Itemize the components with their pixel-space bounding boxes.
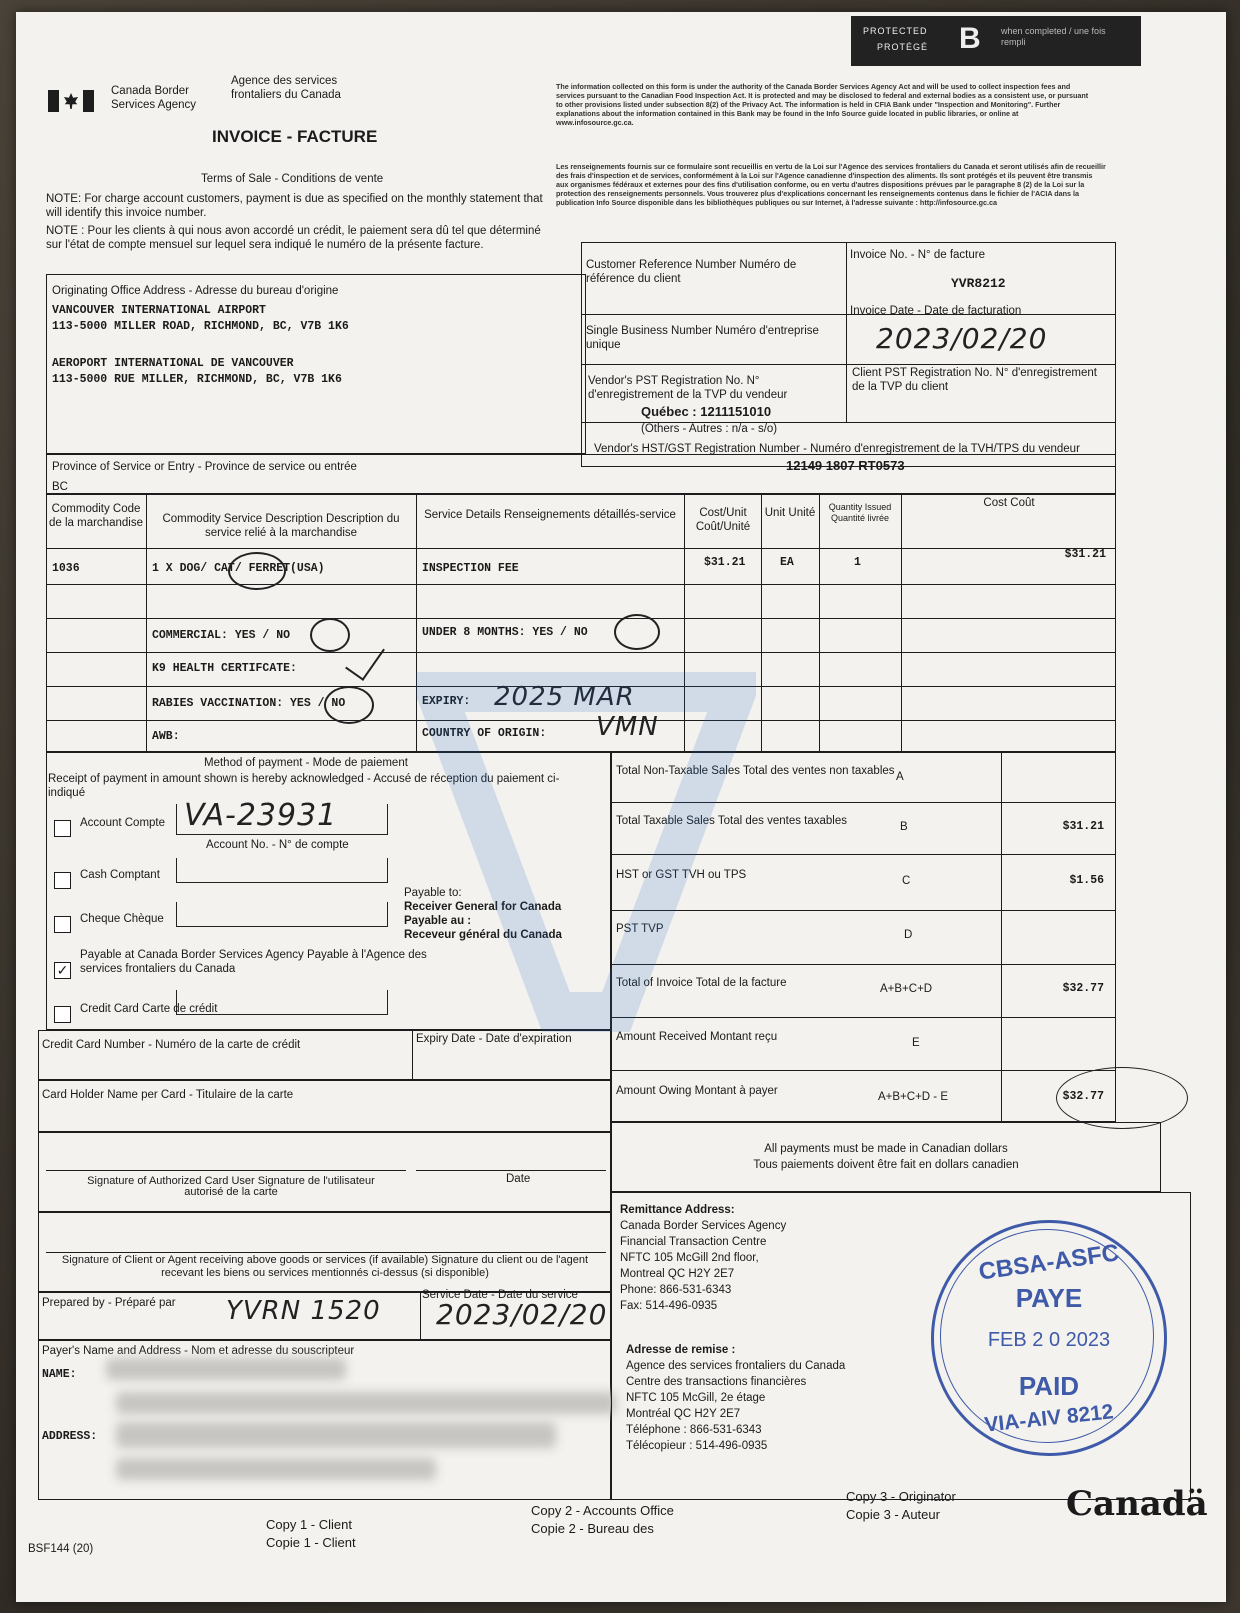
payable-cbsa-label: Payable at Canada Border Services Agency Payable à l'Agence des services frontaliers du Canada — [80, 949, 427, 975]
stamp-office: VIA-AIV 8212 — [983, 1400, 1115, 1437]
country-origin-label: COUNTRY OF ORIGIN: — [422, 727, 547, 740]
vaccine-expiry-value: 2025 MAR — [494, 682, 635, 712]
copy-1-fr: Copie 1 - Client — [266, 1535, 356, 1550]
remittance-line-6: Fax: 514-496-0935 — [620, 1300, 718, 1312]
protected-label: PROTECTED — [863, 26, 928, 36]
account-number-value: VA-23931 — [184, 798, 338, 833]
card-signature-label: Signature of Authorized Card User Signature de l'utilisateur autorisé de la carte — [87, 1175, 375, 1198]
row1-quantity: 1 — [854, 556, 861, 569]
col-header-code: Commodity Code de la marchandise — [49, 503, 143, 529]
remittance-fr-line-5: Téléphone : 866-531-6343 — [626, 1424, 762, 1436]
amount-received-code: E — [912, 1037, 920, 1049]
copy-2 — [531, 1502, 674, 1538]
redacted-address-2 — [116, 1422, 556, 1448]
payable-to-fr: Receveur général du Canada — [404, 929, 562, 941]
expiry-label: EXPIRY: — [422, 695, 471, 708]
copy-3-fr: Copie 3 - Auteur — [846, 1507, 940, 1522]
invoice-number: YVR8212 — [951, 276, 1006, 291]
credit-card-field[interactable] — [176, 990, 388, 1015]
canada-flag-icon — [48, 90, 94, 112]
prepared-by-label: Prepared by - Préparé par — [42, 1297, 176, 1309]
col-header-description: Commodity Service Description Description du service relié à la marchandise — [162, 513, 400, 539]
privacy-notice-fr: Les renseignements fournis sur ce formulaire sont recueillis en vertu de la Loi sur l'Agence des services frontaliers du Canada et seront utilisés afin de recueillir des frais d'inspection et de services, conformément à la Loi sur l'Agence canadienne d'inspection des aliments. Ils sont protégés et ils peuvent être transmis aux organismes fédéraux et externes pour des fins d'utilisation conforme, ou en vertu d'autres dispositions prévues par le paragraphe 8 (2) de la Loi sur la protection des renseignements personnels. Vous trouverez plus d'explications concernant les renseignements contenus dans le fichier de l'ACIA dans la publication Info Source disponible dans les bibliothèques publiques ou sur Internet, à l'adresse suivante : http://infosource.gc.ca — [556, 162, 1106, 207]
copy-3 — [846, 1488, 956, 1524]
expiry-date-label: Expiry Date - Date d'expiration — [416, 1033, 572, 1045]
row1-cost: $31.21 — [1064, 548, 1106, 561]
cash-label: Cash Comptant — [80, 869, 160, 881]
originating-office-label: Originating Office Address - Adresse du bureau d'origine — [52, 285, 339, 297]
client-pst-label: Client PST Registration No. N° d'enregistrement de la TVP du client — [852, 367, 1097, 393]
remittance-address-en — [620, 1202, 920, 1314]
service-date-value: 2023/02/20 — [436, 1298, 608, 1331]
origin-name-en: VANCOUVER INTERNATIONAL AIRPORT — [52, 304, 266, 317]
card-holder-label: Card Holder Name per Card - Titulaire de la carte — [42, 1089, 294, 1101]
total-taxable-label: Total Taxable Sales Total des ventes taxables — [616, 815, 847, 827]
remittance-line-3: NFTC 105 McGill 2nd floor, — [620, 1252, 759, 1264]
payable-to-label: Payable to: — [404, 887, 462, 899]
note-en: NOTE: For charge account customers, payment is due as specified on the monthly statement that will identify this invoice number. — [46, 193, 543, 219]
protected-note: when completed / une fois rempli — [1001, 26, 1106, 47]
row1-code: 1036 — [52, 562, 80, 575]
k9-certificate-field: K9 HEALTH CERTIFCATE: — [152, 662, 297, 675]
amount-owing-code: A+B+C+D - E — [878, 1091, 948, 1103]
copy-3-en: Copy 3 - Originator — [846, 1489, 956, 1504]
paid-stamp — [931, 1220, 1167, 1456]
total-non-taxable-code: A — [896, 771, 904, 783]
remittance-line-4: Montreal QC H2Y 2E7 — [620, 1268, 735, 1280]
service-date-label: Service Date - Date du service — [422, 1289, 578, 1301]
credit-card-label: Credit Card Carte de crédit — [80, 1003, 218, 1015]
payable-to-en: Receiver General for Canada — [404, 901, 562, 913]
payable-cbsa-checkbox[interactable]: ✓ — [54, 962, 71, 979]
prepared-by-value: YVRN 1520 — [226, 1296, 381, 1326]
invoice-total-code: A+B+C+D — [880, 983, 933, 995]
hst-gst-total-code: C — [902, 875, 911, 887]
redacted-address-1 — [116, 1392, 616, 1414]
remittance-title-fr: Adresse de remise : — [626, 1344, 736, 1356]
vendor-pst-quebec: Québec : 1211151010 — [641, 404, 772, 419]
amount-received-label: Amount Received Montant reçu — [616, 1031, 778, 1043]
row1-service: INSPECTION FEE — [422, 562, 519, 575]
redacted-name — [106, 1358, 346, 1380]
amount-owing-label: Amount Owing Montant à payer — [616, 1085, 778, 1097]
payer-address-label: ADDRESS: — [42, 1430, 98, 1443]
protege-label: PROTÉGÉ — [877, 42, 929, 52]
row1-unit: EA — [780, 556, 794, 569]
hst-gst-total-label: HST or GST TVH ou TPS — [616, 869, 747, 881]
total-non-taxable-label: Total Non-Taxable Sales Total des ventes non taxables — [616, 765, 895, 777]
remittance-fr-line-3: NFTC 105 McGill, 2e étage — [626, 1392, 766, 1404]
terms-of-sale: Terms of Sale - Conditions de vente — [201, 173, 384, 185]
remittance-line-5: Phone: 866-531-6343 — [620, 1284, 732, 1296]
remittance-fr-line-6: Télécopieur : 514-496-0935 — [626, 1440, 768, 1452]
col-header-service-details: Service Details Renseignements détaillés-service — [424, 509, 676, 521]
currency-note-en: All payments must be made in Canadian dollars — [764, 1143, 1008, 1155]
vendor-pst-others: (Others - Autres : n/a - s/o) — [641, 423, 778, 435]
vendor-pst-label: Vendor's PST Registration No. N° d'enregistrement de la TVP du vendeur — [588, 375, 788, 401]
col-header-quantity: Quantity Issued Quantité livrée — [828, 502, 892, 523]
copy-1-en: Copy 1 - Client — [266, 1517, 352, 1532]
invoice-total-value: $32.77 — [1062, 982, 1104, 995]
remittance-line-2: Financial Transaction Centre — [620, 1236, 767, 1248]
awb-label: AWB: — [152, 730, 180, 743]
business-number-label: Single Business Number Numéro d'entreprise unique — [586, 325, 819, 351]
classification-letter: B — [959, 22, 981, 55]
form-number: BSF144 (20) — [28, 1543, 94, 1555]
pst-total-label: PST TVP — [616, 923, 664, 935]
col-header-cost-unit: Cost/Unit Coût/Unité — [695, 507, 751, 533]
total-taxable-code: B — [900, 821, 908, 833]
privacy-notice-en: The information collected on this form is under the authority of the Canada Border Services Agency Act and will be used to collect inspection fees and services pursuant to the Canadian Food Inspection Act. It is protected and may be disclosed to federal and external bodies as a consistent use, or pursuant to other provisions listed under subsection 8(2) of the Privacy Act. The information is held in CFIA Bank under "Inspection and Monitoring". Further explanations about the information contained in this Bank may be found in the Info Source guide located in public libraries, or online at www.infosource.gc.ca. — [556, 82, 1089, 127]
account-number-label: Account No. - N° de compte — [206, 839, 349, 851]
copy-2-en: Copy 2 - Accounts Office — [531, 1503, 674, 1518]
total-taxable-value: $31.21 — [1062, 820, 1104, 833]
credit-card-checkbox[interactable] — [54, 1006, 71, 1023]
origin-address-fr: 113-5000 RUE MILLER, RICHMOND, BC, V7B 1K6 — [52, 373, 342, 386]
stamp-paye: PAYE — [1015, 1283, 1083, 1313]
copy-2-fr: Copie 2 - Bureau des — [531, 1521, 654, 1536]
canada-wordmark: Canadä — [1066, 1484, 1208, 1524]
stamp-agency: CBSA-ASFC — [977, 1239, 1121, 1286]
cash-checkbox[interactable] — [54, 872, 71, 889]
invoice-no-label: Invoice No. - N° de facture — [850, 249, 985, 261]
origin-address-en: 113-5000 MILLER ROAD, RICHMOND, BC, V7B 1K6 — [52, 320, 349, 333]
copy-1 — [266, 1516, 356, 1552]
cheque-label: Cheque Chèque — [80, 913, 164, 925]
invoice-date-label: Invoice Date - Date de facturation — [850, 305, 1022, 317]
hst-gst-total-value: $1.56 — [1069, 874, 1104, 887]
account-label: Account Compte — [80, 817, 166, 829]
rabies-vaccination-field: RABIES VACCINATION: YES / NO — [152, 697, 346, 710]
remittance-fr-line-2: Centre des transactions financières — [626, 1376, 807, 1388]
watermark-logo — [416, 672, 756, 1032]
row1-cost-unit: $31.21 — [704, 556, 746, 569]
agency-name-fr: Agence des services frontaliers du Canada — [231, 75, 341, 101]
payment-method-title: Method of payment - Mode de paiement — [204, 757, 408, 769]
redacted-address-3 — [116, 1458, 436, 1480]
invoice-total-label: Total of Invoice Total de la facture — [616, 977, 787, 989]
commercial-field: COMMERCIAL: YES / NO — [152, 629, 291, 642]
country-origin-value: VMN — [596, 712, 659, 742]
col-header-cost: Cost Coût — [983, 497, 1035, 509]
amount-owing-value: $32.77 — [1062, 1090, 1104, 1103]
hst-gst-number: 12149 1807 RT0573 — [786, 458, 905, 473]
page-title: INVOICE - FACTURE — [212, 127, 378, 146]
cheque-field[interactable] — [176, 902, 388, 927]
pst-total-code: D — [904, 929, 913, 941]
origin-name-fr: AEROPORT INTERNATIONAL DE VANCOUVER — [52, 357, 294, 370]
card-date-label: Date — [506, 1173, 531, 1185]
stamp-date: FEB 2 0 2023 — [987, 1329, 1111, 1351]
currency-note-box — [611, 1122, 1161, 1192]
remittance-fr-line-4: Montréal QC H2Y 2E7 — [626, 1408, 741, 1420]
province-value: BC — [52, 481, 68, 493]
col-header-unit: Unit Unité — [764, 507, 816, 519]
protected-b-badge — [851, 16, 1141, 66]
account-checkbox[interactable] — [54, 820, 71, 837]
cheque-checkbox[interactable] — [54, 916, 71, 933]
remittance-fr-line-1: Agence des services frontaliers du Canada — [626, 1360, 846, 1372]
province-label: Province of Service or Entry - Province de service ou entrée — [52, 461, 357, 473]
row1-description: 1 X DOG/ CAT/ FERRET(USA) — [152, 562, 325, 575]
remittance-title-en: Remittance Address: — [620, 1204, 735, 1216]
client-signature-label: Signature of Client or Agent receiving above goods or services (if available) Signature du client ou de l'agent recevant les biens ou services mentionnés ci-dessus (si disponible) — [61, 1254, 589, 1279]
note-fr: NOTE : Pour les clients à qui nous avon accordé un crédit, le paiement sera dû tel que déterminé sur l'état de compte mensuel sur lequel sera indiqué le numéro de la présente facture. — [46, 225, 541, 251]
remittance-line-1: Canada Border Services Agency — [620, 1220, 787, 1232]
credit-card-number-label: Credit Card Number - Numéro de la carte de crédit — [42, 1039, 301, 1051]
payer-label: Payer's Name and Address - Nom et adresse du souscripteur — [42, 1345, 355, 1357]
customer-ref-label: Customer Reference Number Numéro de référence du client — [586, 259, 797, 285]
invoice-document — [16, 12, 1226, 1602]
cash-field[interactable] — [176, 858, 388, 883]
remittance-address-fr — [626, 1342, 926, 1454]
payable-au-label: Payable au : — [404, 915, 472, 927]
invoice-date: 2023/02/20 — [876, 322, 1048, 355]
currency-note-fr: Tous paiements doivent être fait en dollars canadien — [753, 1159, 1019, 1171]
payer-name-label: NAME: — [42, 1368, 77, 1381]
hst-gst-label: Vendor's HST/GST Registration Number - Numéro d'enregistrement de la TVH/TPS du vendeur — [594, 443, 1080, 455]
agency-name-en: Canada Border Services Agency — [111, 85, 197, 111]
payment-receipt-text: Receipt of payment in amount shown is hereby acknowledged - Accusé de réception du paiement ci-indiqué — [48, 773, 560, 799]
stamp-paid: PAID — [1018, 1371, 1080, 1401]
under-8-months-field: UNDER 8 MONTHS: YES / NO — [422, 626, 588, 639]
